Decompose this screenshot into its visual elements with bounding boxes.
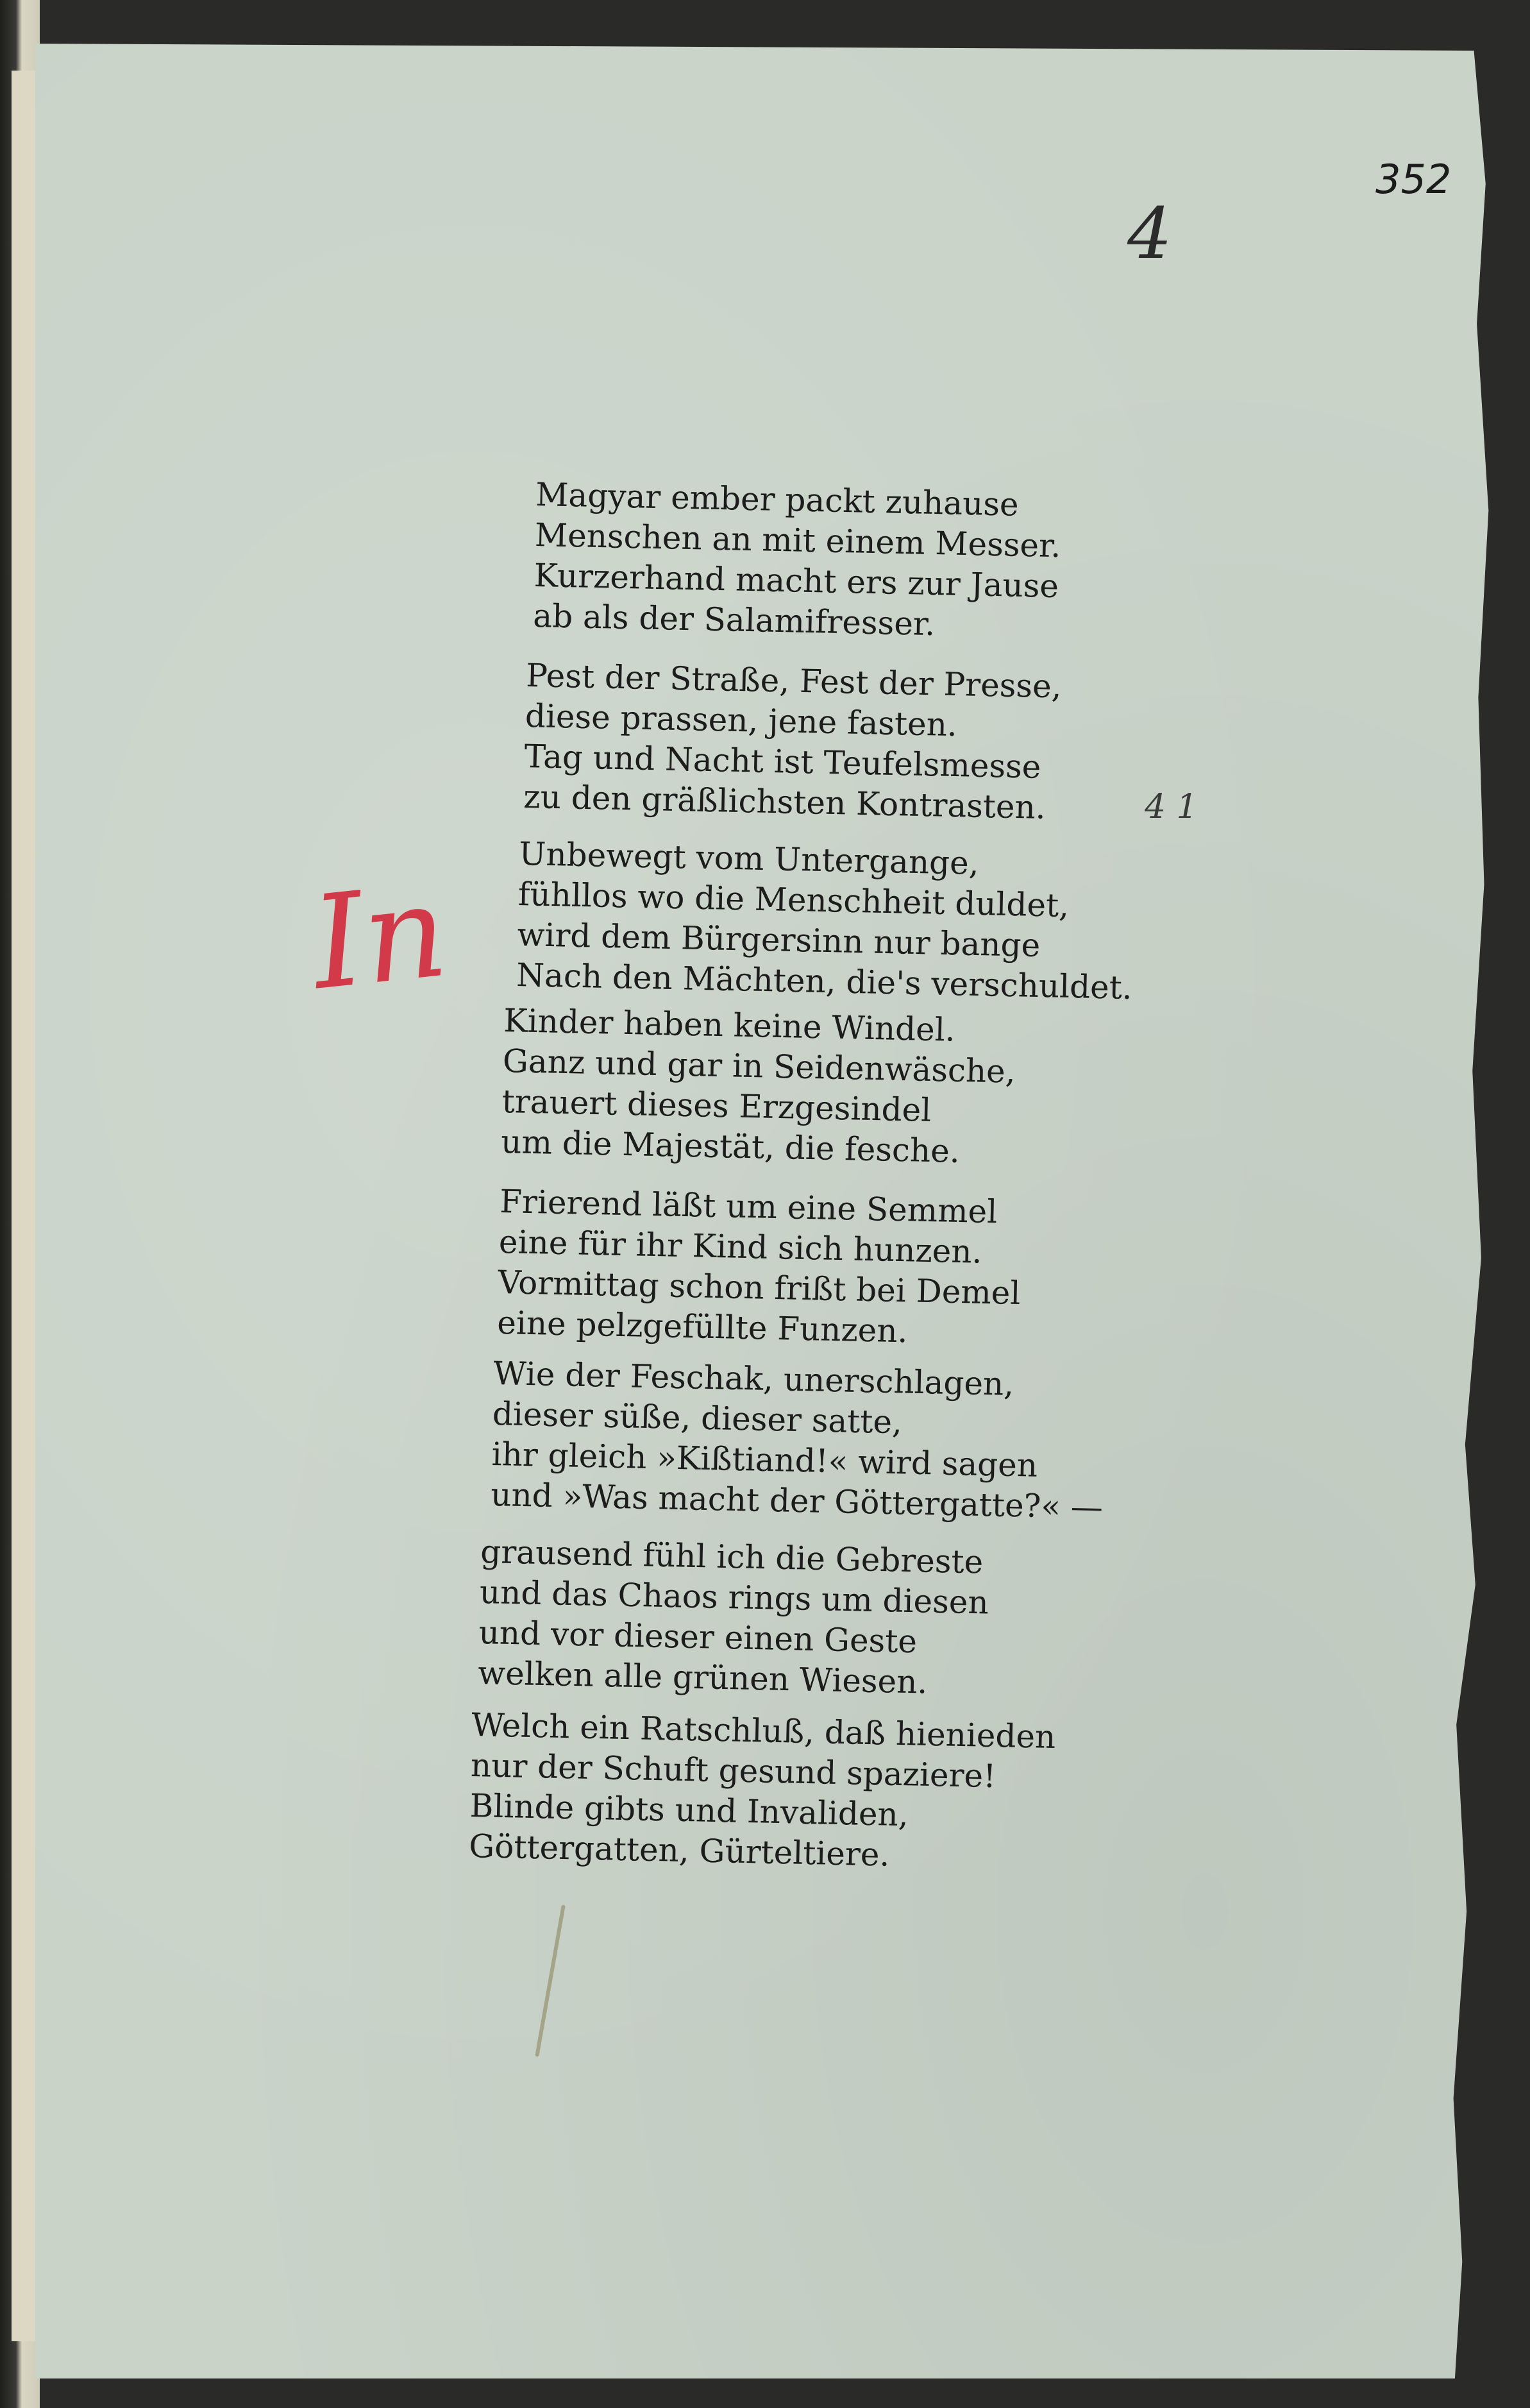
poem-line: Welch ein Ratschluß, daß hienieden	[471, 1706, 1056, 1756]
poem-line: Unbewegt vom Untergange,	[518, 835, 980, 883]
poem-line: ihr gleich »Kißtiand!« wird sagen	[491, 1435, 1038, 1484]
stanza-7	[478, 1532, 990, 1704]
poem-line: Blinde gibts und Invaliden,	[469, 1786, 909, 1834]
stanza-4	[501, 1001, 1017, 1173]
poem-line: Nach den Mächten, die's verschuldet.	[516, 956, 1133, 1007]
poem-line: dieser süße, dieser satte,	[492, 1395, 903, 1441]
stanza-3	[516, 834, 1136, 1008]
poem-line: Pest der Straße, Fest der Presse,	[525, 656, 1063, 706]
stanza-8	[469, 1705, 1056, 1879]
poem-line: nur der Schuft gesund spaziere!	[470, 1746, 996, 1795]
poem-line: Vormittag schon frißt bei Demel	[498, 1263, 1021, 1312]
poem-line: Kinder haben keine Windel.	[503, 1001, 956, 1049]
poem-line: Wie der Feschak, unerschlagen,	[492, 1354, 1014, 1403]
poem-line: Tag und Nacht ist Teufelsmesse	[524, 737, 1041, 786]
poem-line: Kurzerhand macht ers zur Jause	[534, 556, 1059, 606]
red-pencil-annotation: In	[305, 856, 454, 1019]
poem-line: grausend fühl ich die Gebreste	[480, 1532, 984, 1581]
stanza-5	[497, 1182, 1023, 1354]
poem-line: und das Chaos rings um diesen	[479, 1573, 989, 1622]
poem-line: welken alle grünen Wiesen.	[477, 1654, 928, 1701]
poem-line: Göttergatten, Gürteltiere.	[468, 1827, 890, 1874]
stanza-6	[491, 1353, 1106, 1528]
poem-line: und vor dieser einen Geste	[478, 1613, 918, 1661]
poem-line: um die Majestät, die fesche.	[500, 1123, 961, 1170]
poem-line: wird dem Bürgersinn nur bange	[517, 915, 1041, 965]
poem-line: Frierend läßt um eine Semmel	[499, 1182, 998, 1231]
poem-line: und »Was macht der Göttergatte?« —	[490, 1475, 1104, 1526]
pencil-stroke	[535, 1904, 566, 2056]
poem-line: fühllos wo die Menschheit duldet,	[517, 875, 1070, 924]
stanza-1	[533, 475, 1063, 647]
poem-line: eine für ihr Kind sich hunzen.	[498, 1223, 983, 1271]
poem-line: trauert dieses Erzgesindel	[501, 1082, 932, 1129]
poem-line: Ganz und gar in Seidenwäsche,	[502, 1042, 1016, 1090]
poem-line: Menschen an mit einem Messer.	[534, 516, 1061, 565]
poem-line: diese prassen, jene fasten.	[525, 697, 958, 744]
poem-line: ab als der Salamifresser.	[532, 597, 936, 643]
poem-line: eine pelzgefüllte Funzen.	[496, 1303, 909, 1350]
pencil-annotation: 4	[1127, 192, 1172, 275]
pencil-annotation-margin: 4 1	[1145, 788, 1198, 826]
poem-line: Magyar ember packt zuhause	[535, 475, 1020, 523]
stanza-2	[523, 656, 1062, 828]
page-number: 352	[1375, 156, 1452, 203]
poem-line: zu den gräßlichsten Kontrasten.	[523, 777, 1047, 827]
